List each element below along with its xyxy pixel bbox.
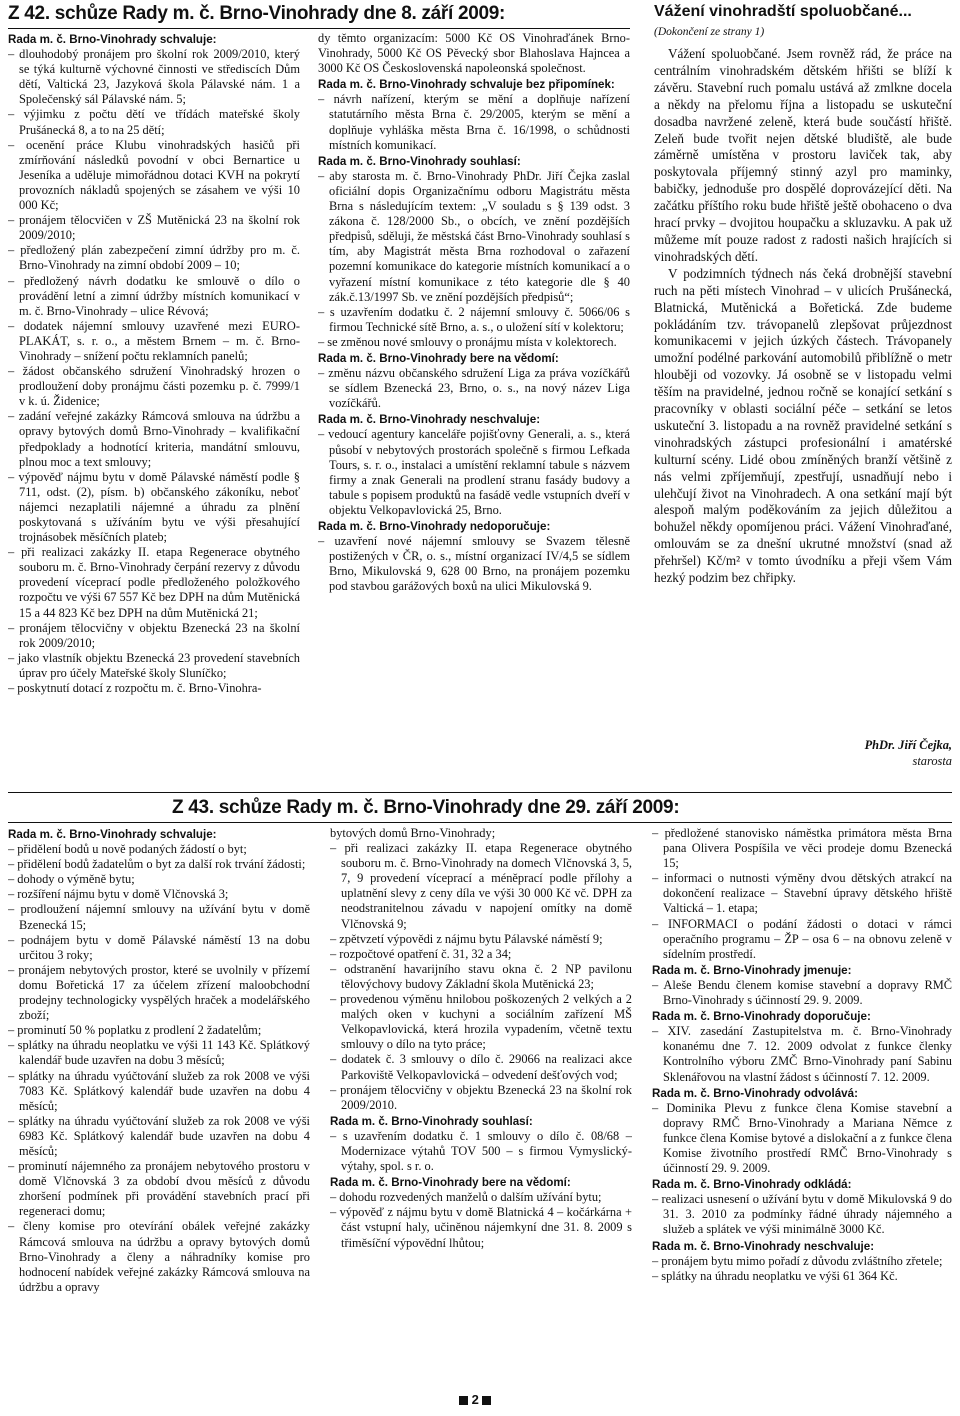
list-item: – se změnou nové smlouvy o pronájmu místa v kolektorech.: [318, 334, 617, 349]
list-item: – přidělení bodů u nově podaných žádostí o byt;: [8, 842, 247, 857]
resolution-heading: Rada m. č. Brno-Vinohrady schvaluje bez připomínek:: [318, 78, 615, 92]
list-item: – rozšíření nájmu bytu v domě Vlčnovská 3;: [8, 887, 229, 902]
list-item: – dohody o výměně bytu;: [8, 872, 135, 887]
list-item: – splátky na úhradu neoplatku ve výši 11 143 Kč. Splátkový kalendář bude uzavřen na dobu 3 měsíců;: [8, 1038, 310, 1068]
resolution-heading: Rada m. č. Brno-Vinohrady souhlasí:: [330, 1114, 533, 1128]
list-item: – výjimku z počtu dětí ve třídách mateřské školy Prušánecká 8, a to na 25 dětí;: [8, 107, 300, 137]
list-item: – žádost občanského sdružení Vinohradský hrozen o prodloužení doby pronájmu části pozemku p. č. 7999/1 v k. ú. Židenice;: [8, 364, 300, 409]
list-item: – prominutí 50 % poplatku z prodlení 2 žadatelům;: [8, 1023, 262, 1038]
list-item: – vedoucí agentury kanceláře pojišťovny Generali, a. s., která působí v nebytových prostorách společně s firmou Lefkada Tours, s. r. o., instalaci a umístění reklamní tabule s názvem firmy a znak Generali na prodlení stranu fasády budovy a tabule s popisem produktů na fasádě vedle vstupních dveří v objektu Velkopavlovická 25, Brno.: [318, 427, 630, 517]
resolution-heading: Rada m. č. Brno-Vinohrady bere na vědomí:: [330, 1176, 571, 1190]
list-item: – odstranění havarijního stavu okna č. 2 NP pavilonu tělovýchovy budovy Základní škola Mutěnická 23;: [330, 961, 632, 991]
list-item: – dohodu rozvedených manželů o dalším užívání bytu;: [330, 1190, 602, 1205]
list-item: – XIV. zasedání Zastupitelstva m. č. Brno-Vinohrady konanému dne 7. 12. 2009 odvolat z funkce členky Kontrolního výboru ZMČ Brno-Vinohrady paní Sabinu Sklenářovou na vlastní žádost s účinností 7. 12. 2009.: [652, 1024, 952, 1084]
list-item: – uzavření nové nájemní smlouvy se Svazem tělesně postižených v ČR, o. s., místní organizací IV/4,5 se sídlem Brno, Mikulovská 9, 628 00 Brno, na pronájem pozemku pod stavbou garážových boxů na ulici Mikulovská 9.: [318, 534, 630, 594]
list-item: – návrh nařízení, kterým se mění a doplňuje nařízení statutárního města Brna č. 29/2005, kterým se mění a doplňuje vyhláška města Brna č. 16/1998, o schůdnosti místních komunikací.: [318, 92, 630, 152]
list-item: – splátky na úhradu vyúčtování služeb za rok 2008 ve výši 6983 Kč. Splátkový kalendář bude uzavřen na dobu 4 měsíců;: [8, 1113, 310, 1158]
list-item: – při realizaci zakázky II. etapa Regenerace obytného souboru m. č. Brno-Vinohrady čerpání rezervy z důvodu provedení víceprací podle předloženého položkového rozpočtu ve výši 67 557 Kč bez DPH na dům Mutěnická 15 a 44 823 Kč bez DPH na dům Mutěnická 21;: [8, 545, 300, 620]
list-item: – ocenění práce Klubu vinohradských hasičů při zmírňování následků povodní v obci Bernartice u Jeseníka a uděluje mimořádnou dotaci KVH na pokrytí provozních nákladů spojených se zásahem ve výši 10 000 Kč;: [8, 137, 300, 213]
list-item: – pronájem tělocvičen v ZŠ Mutěnická 23 na školní rok 2009/2010;: [8, 213, 300, 243]
z42-heading: Z 42. schůze Rady m. č. Brno-Vinohrady dne 8. září 2009:: [8, 3, 506, 24]
page-number: 2: [471, 1392, 479, 1407]
list-item: – výpověď z nájmu bytu v domě Blatnická 4 – kočárkárna + část vstupní haly, učiněnou nájemkyní dne 31. 8. 2009 s třiměsíční výpovědní lhůtou;: [330, 1205, 632, 1250]
resolution-heading: Rada m. č. Brno-Vinohrady neschvaluje:: [652, 1239, 875, 1253]
list-item: – splátky na úhradu vyúčtování služeb za rok 2008 ve výši 7083 Kč. Splátkový kalendář bude uzavřen na dobu 4 měsíců;: [8, 1068, 310, 1113]
list-item: – při realizaci zakázky II. etapa Regenerace obytného souboru m. č. Brno-Vinohrady na domech Vlčnovská 3, 5, 7, 9 provedení víceprací a méněprací podle přílohy a uplatnění slevy z ceny díla ve výši 30 000 Kč vč. DPH za neodstranitelnou závadu v napojení omítky na domě Vlčnovská 9;: [330, 841, 632, 931]
signature-role: starosta: [912, 754, 952, 768]
resolution-heading: Rada m. č. Brno-Vinohrady souhlasí:: [318, 154, 521, 168]
list-item: – informaci o nutnosti výměny dvou dětských atrakcí na dokončení realizace – Stavební úpravy dětského hřiště Valtická – 1. etapa;: [652, 871, 952, 916]
list-item: – dlouhodobý pronájem pro školní rok 2009/2010, který se týká kulturně výchovné činnosti ve střediscích Dům dětí, Valtická 23, Jazyková škola Pálavské nám. 1 a Společenský sál Pálavské nám. 5;: [8, 47, 300, 107]
paragraph: bytových domů Brno-Vinohrady;: [330, 826, 496, 840]
sidebar-title: Vážení vinohradští spoluobčané...: [654, 3, 912, 20]
list-item: – předložené stanovisko náměstka primátora města Brna pana Olivera Pospíšila ve věci prodeje domu Bzenecká 15;: [652, 826, 952, 871]
z43-heading: Z 43. schůze Rady m. č. Brno-Vinohrady dne 29. září 2009:: [172, 797, 680, 818]
square-bullet-icon: [482, 1396, 491, 1405]
z42-column-2: [318, 31, 630, 801]
z42-column-1: [8, 31, 300, 801]
sidebar-paragraph: Vážení spoluobčané. Jsem rovněž rád, že práce na centrálním vinohradském dětském hřišti se blíží k závěru. Stavební ruch pomalu ustává až zmlkne docela a někdy na přelomu října a listopadu se uskuteční dosadba navržené zeleně, která bude součástí hřiště. Zeleň bude tvořit nejen dětské bludiště, ale bude záměrně umístěna v prostoru laviček tak, aby poskytovala příjemný stinný azyl pro maminky, babičky, jednoduše pro dospělé doprovázející děti. Na začátku příštího roku bude hřiště ještě obohaceno o dva hrací prvky – dvojitou houpačku a skluzavku. A pak už můžeme mít pouze radost z radosti našich hrajících si vinohradských dětí.: [654, 46, 952, 264]
square-bullet-icon: [459, 1396, 468, 1405]
paragraph: dy těmto organizacím: 5000 Kč OS Vinohraďánek Brno-Vinohrady, 5000 Kč OS Pěvecký sbor Blahoslava Hajncea a 3000 Kč OS Československá napoleonská společnost.: [318, 31, 630, 76]
resolution-heading: Rada m. č. Brno-Vinohrady jmenuje:: [652, 963, 852, 977]
list-item: – pronájem bytu mimo pořadí z důvodu zvláštního zřetele;: [652, 1253, 943, 1268]
resolution-heading: Rada m. č. Brno-Vinohrady odvolává:: [652, 1086, 858, 1100]
resolution-heading: Rada m. č. Brno-Vinohrady doporučuje:: [652, 1010, 871, 1024]
list-item: – změnu názvu občanského sdružení Liga za práva vozíčkářů se sídlem Bzenecká 23, Brno, o. s., na nový název Liga vozíčkářů.: [318, 366, 630, 411]
list-item: – zpětvzetí výpovědi z nájmu bytu Pálavské náměstí 9;: [330, 931, 603, 946]
resolution-heading: Rada m. č. Brno-Vinohrady odkládá:: [652, 1178, 852, 1192]
list-item: – aby starosta m. č. Brno-Vinohrady PhDr. Jiří Čejka zaslal oficiální dopis Organizačnímu odboru Magistrátu města Brna s následujícím textem: „V souladu s § 139 odst. 3 zákona č. 128/2000 Sb., o obcích, ve znění pozdějších předpisů, sděluji, že městská část Brno-Vinohrady souhlasí s tím, aby Magistrát města Brna rozhodoval o zařazení pozemní komunikace do kategorie místních komunikací a o vyřazení místní komunikace z této kategorie dle § 40 zák.č.13/1997 Sb. ve znění pozdějších předpisů“;: [318, 168, 630, 304]
list-item: – Dominika Plevu z funkce člena Komise stavební a dopravy RMČ Brno-Vinohrady a Mariana Němce z funkce člena Komise bytové a dislokační a z funkce člena Komise životního prostředí RMČ Brno-Vinohrady s účinností 29. 9. 2009.: [652, 1100, 952, 1176]
list-item: – předložený plán zabezpečení zimní údržby pro m. č. Brno-Vinohrady na zimní období 2009 – 10;: [8, 243, 300, 273]
list-item: – poskytnutí dotací z rozpočtu m. č. Brno-Vinohra-: [8, 681, 262, 696]
list-item: – podnájem bytu v domě Pálavské náměstí 13 na dobu určitou 3 roky;: [8, 932, 310, 962]
list-item: – realizaci usnesení o užívání bytu v domě Mikulovská 9 do 31. 3. 2010 za podmínky řádné úhrady nájemného a služeb a splátek ve výši minimálně 3000 Kč.: [652, 1192, 952, 1237]
list-item: – dodatek nájemní smlouvy uzavřené mezi EURO-PLAKÁT, s. r. o., a městem Brnem – m. č. Brno-Vinohrady – snížení počtu reklamních panelů;: [8, 318, 300, 363]
list-item: – splátky na úhradu neoplatku ve výši 61 364 Kč.: [652, 1268, 898, 1283]
page-number-block: [459, 1392, 491, 1407]
resolution-heading: Rada m. č. Brno-Vinohrady nedoporučuje:: [318, 520, 551, 533]
list-item: – jako vlastník objektu Bzenecká 23 provedení stavebních úprav pro účely Mateřské školy Sluníčko;: [8, 650, 300, 680]
list-item: – provedenou výměnu hnilobou poškozených 2 velkých a 2 malých oken v kuchyni a sociálním zařízení MŠ Velkopavlovická, která hrozila vypadením, včetně textu smlouvy o dílo na tyto práce;: [330, 992, 632, 1052]
z43-column-2: [330, 826, 632, 1388]
list-item: – prodloužení nájemní smlouvy na užívání bytu v domě Bzenecká 15;: [8, 902, 310, 932]
resolution-heading: Rada m. č. Brno-Vinohrady schvaluje:: [8, 33, 217, 46]
list-item: – zadání veřejné zakázky Rámcová smlouva na údržbu a opravy bytových domů Brno-Vinohrady – kvalifikační předpoklady a hodnotící kriteria, mandátní smlouvu, plnou moc a text smlouvy;: [8, 409, 300, 469]
resolution-heading: Rada m. č. Brno-Vinohrady bere na vědomí:: [318, 351, 559, 365]
sidebar-body: [654, 46, 952, 736]
list-item: – členy komise pro otevírání obálek veřejné zakázky Rámcová smlouva na údržbu a opravy bytových domů Brno-Vinohrady a členy a náhradníky komise pro hodnocení nabídek veřejné zakázky Rámcová smlouva na údržbu a opravy: [8, 1219, 310, 1294]
list-item: – pronájem tělocvičny v objektu Bzenecká 23 na školní rok 2009/2010.: [330, 1082, 632, 1112]
list-item: – pronájem nebytových prostor, které se uvolnily v přízemí domu Bořetická 17 za účelem zřízení maloobchodní prodejny technologicky vyspělých hraček a modelářského zboží;: [8, 962, 310, 1023]
list-item: – s uzavřením dodatku č. 2 nájemní smlouvy č. 5066/06 s firmou Technické sítě Brno, a. s., o uložení sítí v kolektoru;: [318, 304, 630, 334]
list-item: – prominutí nájemného za pronájem nebytového prostoru v domě Vlčnovská 3 za období dvou měsíců z důvodu zhoršení podmínek při provádění stavebních prací při regeneraci domu;: [8, 1159, 310, 1219]
list-item: – s uzavřením dodatku č. 1 smlouvy o dílo č. 08/68 – Modernizace výtahů TOV 500 – s firmou Vymyslický-výtahy, spol. s r. o.: [330, 1128, 632, 1174]
z43-column-3: [652, 826, 952, 1388]
sidebar-paragraph: V podzimních týdnech nás čeká drobnější stavební ruch na pěti místech Vinohrad – v ulicích Prušánecká, Blatnická, Mutěnická a Bořetická. Zde budeme pokládáním tzv. trávopanelů zlepšovat průjezdnost komunikacemi v jejich úzkých částech. Trávopanely umožní podélné parkování automobilů přiblížně o metr hlouběji od vozovky. Já osobně se v listopadu velmi těším na pravidelné, jednou ročně se konající setkání s pracovníky v oblasti sociální péče – setkání se letos uskuteční 3. listopadu a na rovněž pravidelné setkání s vinohradských zástupci profesionální i amatérské kulturní scény. Lidé obou zmíněných branží většině z nás velmi zpříjemňují, zpestřují, usnadňují nebo i ulehčují život na Vinohradech. A ona setkání mají být alespoň malým poděkováním za jejich důležitou a bohužel někdy opomíjenou práci. Vážení Vinohraďané, omlouvám se za dnešní ukrutné množství (snad až přehršel) Kč/m² v tomto úvodníku a přeji všem Vám hezký podzim bez chřipky.: [654, 265, 952, 586]
signature-name: PhDr. Jiří Čejka,: [864, 738, 952, 752]
z43-rule: [8, 822, 952, 823]
list-item: – přidělení bodů žadatelům o byt za další rok trvání žádosti;: [8, 857, 306, 872]
list-item: – Aleše Bendu členem komise stavební a dopravy RMČ Brno-Vinohrady s účinností 29. 9. 2009.: [652, 977, 952, 1008]
list-item: – INFORMACI o podání žádosti o dotaci v rámci operačního programu – ŽP – osa 6 – na obnovu zeleně v sídelním prostředí.: [652, 916, 952, 961]
resolution-heading: Rada m. č. Brno-Vinohrady schvaluje:: [8, 828, 217, 841]
resolution-heading: Rada m. č. Brno-Vinohrady neschvaluje:: [318, 413, 541, 427]
list-item: – rozpočtové opatření č. 31, 32 a 34;: [330, 946, 512, 961]
mid-rule: [8, 792, 952, 793]
list-item: – pronájem tělocvičny v objektu Bzenecká 23 na školní rok 2009/2010;: [8, 620, 300, 650]
list-item: – výpověď nájmu bytu v domě Pálavské náměstí podle § 711, odst. (2), písm. b) občanského zákoníku, neboť nájemci nezaplatili nájemné a úhradu za plnění poskytovaná s užíváním bytu ve výši přesahující trojnásobek měsíčních plateb;: [8, 469, 300, 545]
top-rule: [8, 28, 630, 29]
z43-column-1: [8, 826, 310, 1388]
list-item: – předložený návrh dodatku ke smlouvě o dílo o provádění letní a zimní údržby místních komunikací v m. č. Brno-Vinohrady – ulice Révová;: [8, 273, 300, 318]
sidebar-subtitle: (Dokončení ze strany 1): [654, 26, 765, 38]
list-item: – dodatek č. 3 smlouvy o dílo č. 29066 na realizaci akce Parkoviště Velkopavlovická – odvedení dešťových vod;: [330, 1052, 632, 1082]
signature: [654, 737, 952, 769]
